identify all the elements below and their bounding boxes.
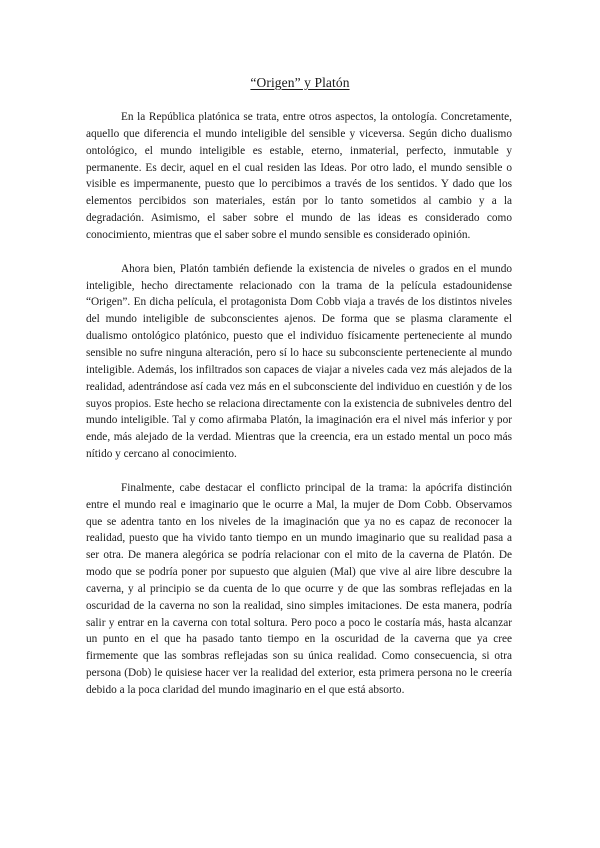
paragraph-ontologia: En la República platónica se trata, entre otros aspectos, la ontología. Concretamente, aquello que diferencia el mundo inteligible del sensible y viceversa. Según dicho dualismo ontológico, el mundo inteligible es estable, eterno, inmaterial, perfecto, inmutable y permanente. Es decir, aquel en el cual residen las Ideas. Por otro lado, el mundo sensible o visible es impermanente, puesto que lo percibimos a través de los sentidos. Y dado que los elementos percibidos son materiales, están por lo tanto sometidos al cambio y a la degradación. Asimismo, el saber sobre el mundo de las ideas es considerado como conocimiento, mientras que el saber sobre el mundo sensible es considerado opinión. xyxy=(86,111,512,241)
document-body xyxy=(86,109,512,716)
paragraph-niveles: Ahora bien, Platón también defiende la existencia de niveles o grados en el mundo inteligible, hecho directamente relacionado con la trama de la película estadounidense “Origen”. En dicha película, el protagonista Dom Cobb viaja a través de los distintos niveles del mundo inteligible de subconscientes ajenos. De forma que se plasma claramente el dualismo ontológico platónico, puesto que el individuo físicamente perteneciente al mundo sensible no sufre ninguna alteración, pero sí lo hace su subconsciente perteneciente al mundo inteligible. Además, los infiltrados son capaces de viajar a niveles cada vez más alejados de la realidad, adentrándose así cada vez más en el subconsciente del individuo en cuestión y de los suyos propios. Este hecho se relaciona directamente con la existencia de subniveles dentro del mundo inteligible. Tal y como afirmaba Platón, la imaginación era el nivel más inferior y por ende, más alejado de la verdad. Mientras que la creencia, era un estado mental un poco más nítido y cercano al conocimiento. xyxy=(86,262,512,461)
document-title: “Origen” y Platón xyxy=(250,75,350,90)
paragraph-conflicto: Finalmente, cabe destacar el conflicto principal de la trama: la apócrifa distinción entre el mundo real e imaginario que le ocurre a Mal, la mujer de Dom Cobb. Observamos que se adentra tanto en los niveles de la imaginación que ya no es capaz de reconocer la realidad, puesto que ha vivido tanto tiempo en un mundo imaginario que su realidad pasa a ser otra. De manera alegórica se podría relacionar con el mito de la caverna de Platón. De modo que se podría poner por supuesto que alguien (Mal) que vive al aire libre descubre la caverna, y al principio se da cuenta de lo que ocurre y de que las sombras reflejadas en la oscuridad de la caverna no son la realidad, sino simples imitaciones. De esta manera, podría salir y entrar en la caverna con total soltura. Pero poco a poco le costaría más, hasta alcanzar un punto en el que ha pasado tanto tiempo en la oscuridad de la caverna que ya cree firmemente que las sombras reflejadas son su única realidad. Como consecuencia, si otra persona (Dob) le quisiese hacer ver la realidad del exterior, esta primera persona no le creería debido a la poca claridad del mundo imaginario en el que está absorto. xyxy=(86,481,512,696)
